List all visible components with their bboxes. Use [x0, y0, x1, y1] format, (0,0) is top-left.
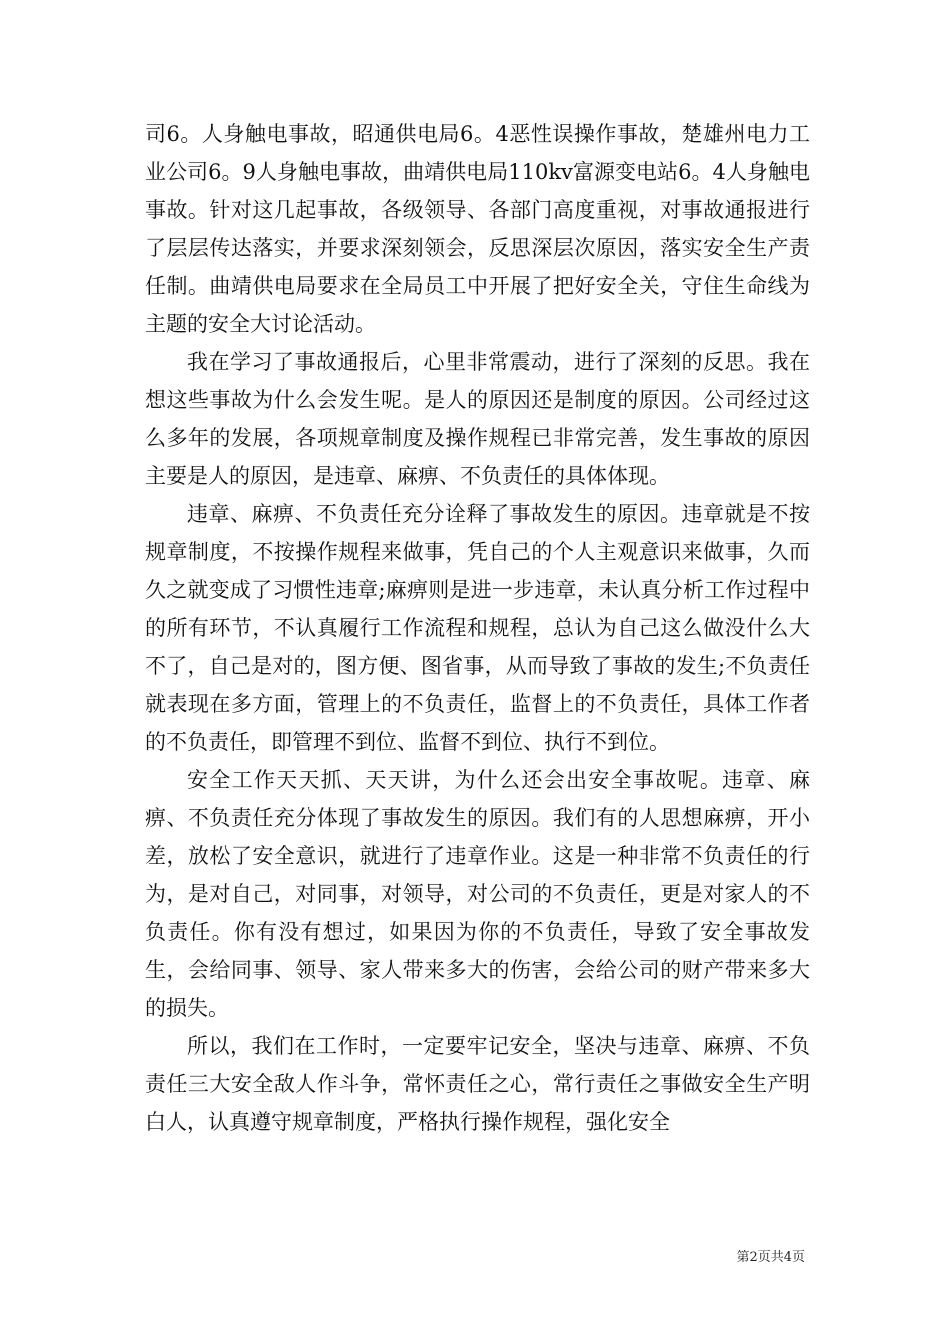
page-number-footer [0, 1246, 805, 1265]
paragraph-1: 司6。人身触电事故，昭通供电局6。4恶性误操作事故，楚雄州电力工业公司6。9人身触电事故，曲靖供电局110kv富源变电站6。4人身触电事故。针对这几起事故，各级领导、各部门高度重视，对事故通报进行了层层传达落实，并要求深刻领会，反思深层次原因，落实安全生产责任制。曲靖供电局要求在全局员工中开展了把好安全关，守住生命线为主题的安全大讨论活动。 [145, 122, 810, 336]
paragraph-3: 违章、麻痹、不负责任充分诠释了事故发生的原因。违章就是不按规章制度，不按操作规程来做事，凭自己的个人主观意识来做事，久而久之就变成了习惯性违章;麻痹则是进一步违章，未认真分析工作过程中的所有环节，不认真履行工作流程和规程，总认为自己这么做没什么大不了，自己是对的，图方便、图省事，从而导致了事故的发生;不负责任就表现在多方面，管理上的不负责任，监督上的不负责任，具体工作者的不负责任，即管理不到位、监督不到位、执行不到位。 [145, 502, 810, 754]
page-number-label: 第2页共4页 [736, 1250, 805, 1265]
paragraph-4: 安全工作天天抓、天天讲，为什么还会出安全事故呢。违章、麻痹、不负责任充分体现了事故发生的原因。我们有的人思想麻痹，开小差，放松了安全意识，就进行了违章作业。这是一种非常不负责任的行为，是对自己，对同事，对领导，对公司的不负责任，更是对家人的不负责任。你有没有想过，如果因为你的不负责任，导致了安全事故发生，会给同事、领导、家人带来多大的伤害，会给公司的财产带来多大的损失。 [145, 768, 810, 1020]
paragraph-2: 我在学习了事故通报后，心里非常震动，进行了深刻的反思。我在想这些事故为什么会发生呢。是人的原因还是制度的原因。公司经过这么多年的发展，各项规章制度及操作规程已非常完善，发生事故的原因主要是人的原因，是违章、麻痹、不负责任的具体体现。 [145, 350, 810, 488]
document-body [145, 115, 810, 1141]
paragraph-5: 所以，我们在工作时，一定要牢记安全，坚决与违章、麻痹、不负责任三大安全敌人作斗争，常怀责任之心，常行责任之事做安全生产明白人，认真遵守规章制度，严格执行操作规程，强化安全 [145, 1034, 810, 1134]
